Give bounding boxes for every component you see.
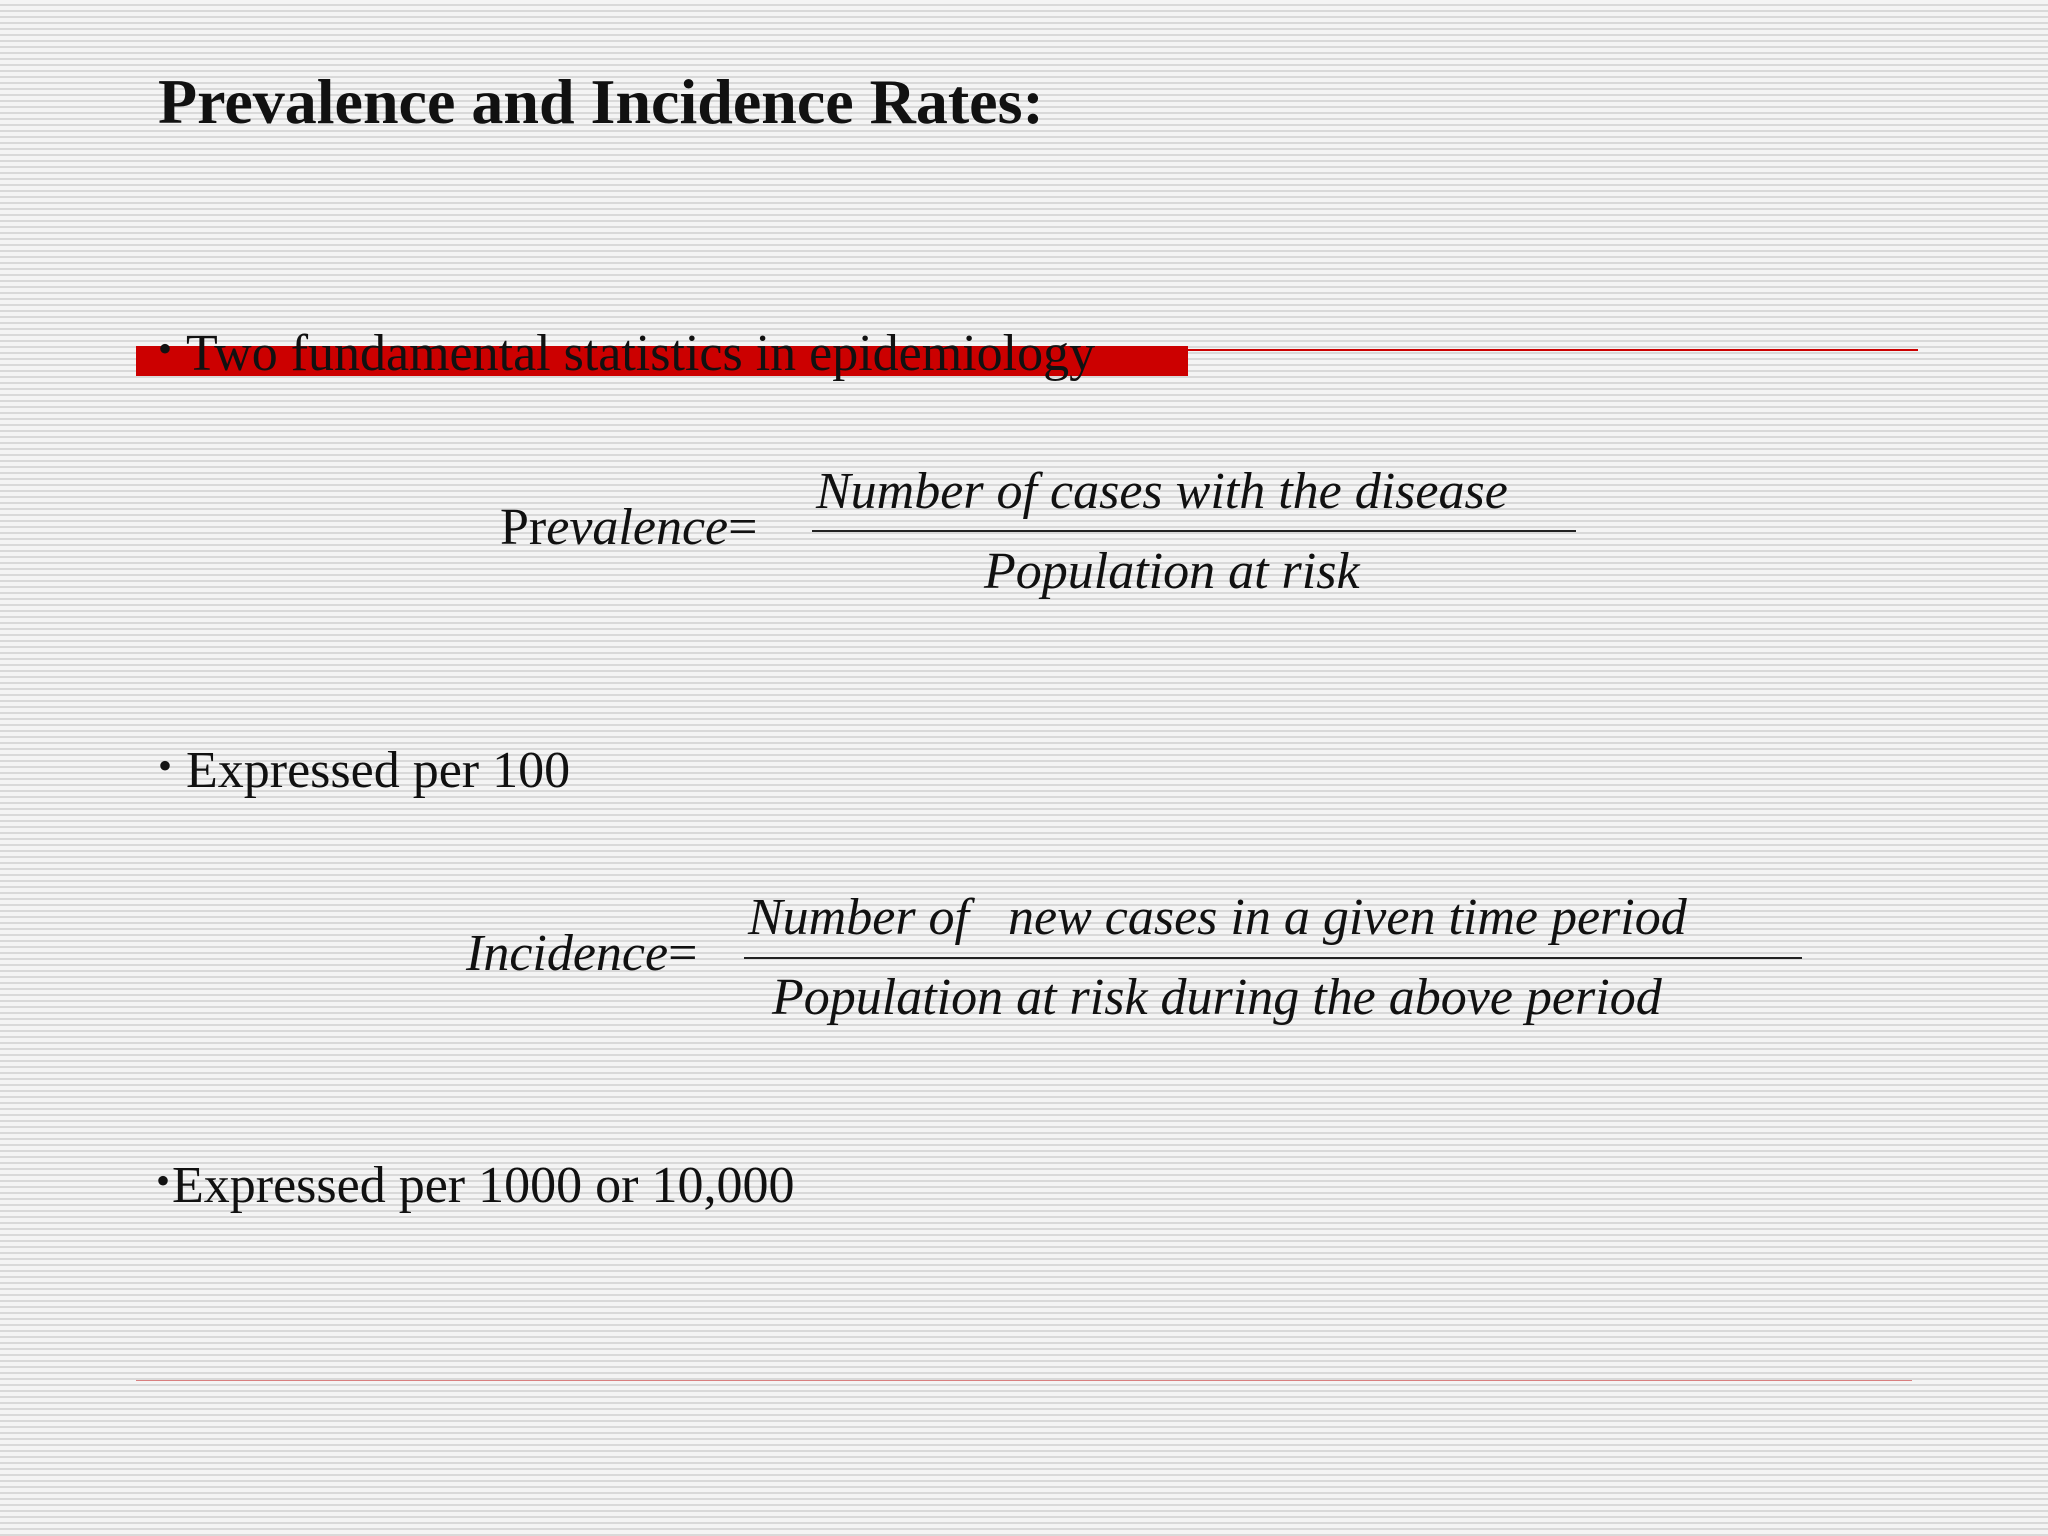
bullet-mark: • bbox=[158, 743, 173, 788]
incidence-equals: = bbox=[668, 925, 698, 982]
incidence-numerator: Number of new cases in a given time period bbox=[748, 889, 1687, 946]
bullet-mark: • bbox=[156, 1158, 171, 1203]
incidence-fraction-bar bbox=[744, 957, 1802, 959]
incidence-lhs bbox=[466, 925, 698, 982]
prevalence-equals: = bbox=[728, 499, 758, 556]
footer-divider bbox=[136, 1380, 1912, 1381]
bullet-text: Expressed per 100 bbox=[186, 742, 571, 799]
bullet-expressed-per-1000 bbox=[156, 1157, 795, 1214]
prevalence-denominator: Population at risk bbox=[984, 543, 1360, 600]
bullet-mark: • bbox=[158, 326, 173, 371]
bullet-text: Expressed per 1000 or 10,000 bbox=[172, 1157, 795, 1214]
prevalence-lhs-italic: evalence bbox=[546, 499, 729, 556]
slide-title: Prevalence and Incidence Rates: bbox=[158, 66, 1044, 137]
prevalence-numerator: Number of cases with the disease bbox=[816, 463, 1508, 520]
incidence-lhs-italic: Incidence bbox=[466, 925, 669, 982]
bullet-text: Two fundamental statistics in epidemiology bbox=[186, 325, 1096, 382]
incidence-denominator: Population at risk during the above period bbox=[772, 969, 1662, 1026]
prevalence-lhs-upright: Pr bbox=[500, 499, 547, 556]
